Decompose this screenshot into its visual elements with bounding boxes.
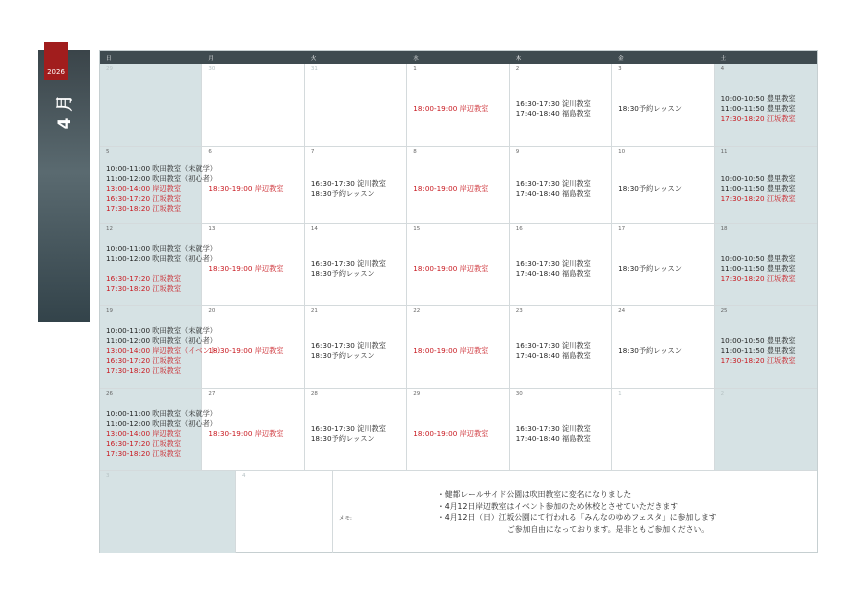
schedule-entry: 16:30-17:30 淀川教室 bbox=[515, 258, 591, 268]
schedule-entry: 11:00-11:50 豊里教室 bbox=[720, 263, 796, 273]
schedule-list bbox=[516, 389, 608, 470]
schedule-entry: 16:30-17:20 江坂教室 bbox=[106, 273, 182, 283]
schedule-entry: 11:00-12:00 吹田教室（初心者） bbox=[106, 174, 217, 183]
weekday-label: 火 bbox=[310, 56, 317, 62]
day-number: 6 bbox=[208, 149, 212, 155]
schedule-entry: 18:00-19:00 岸辺教室 bbox=[413, 104, 489, 113]
schedule-entry: 17:40-18:40 福島教室 bbox=[515, 351, 591, 360]
day-cell bbox=[202, 389, 304, 471]
day-cell bbox=[715, 389, 817, 471]
schedule-list bbox=[208, 224, 300, 305]
schedule-list bbox=[106, 306, 225, 388]
day-number: 15 bbox=[413, 226, 421, 232]
weekday-label: 金 bbox=[618, 56, 624, 62]
schedule-list bbox=[413, 147, 505, 223]
schedule-list bbox=[618, 224, 710, 305]
schedule-entry: 18:30予約レッスン bbox=[618, 184, 682, 193]
day-number: 3 bbox=[106, 473, 110, 479]
schedule-list bbox=[516, 147, 608, 223]
schedule-list bbox=[311, 147, 403, 223]
day-cell bbox=[305, 64, 407, 147]
day-number: 4 bbox=[720, 66, 725, 72]
schedule-entry: 10:00-11:00 吹田教室（未就学） bbox=[106, 326, 217, 335]
schedule-list bbox=[311, 389, 403, 470]
schedule-list bbox=[516, 64, 608, 146]
schedule-entry: 16:30-17:30 淀川教室 bbox=[310, 179, 386, 188]
schedule-entry: 18:30-19:00 岸辺教室 bbox=[208, 184, 284, 193]
schedule-entry: 10:00-11:00 吹田教室（未就学） bbox=[106, 243, 217, 253]
schedule-entry: 10:00-10:50 豊里教室 bbox=[720, 336, 796, 345]
schedule-entry: 17:30-18:20 江坂教室 bbox=[720, 114, 796, 123]
day-cell bbox=[100, 471, 236, 553]
schedule-entry: 17:40-18:40 福島教室 bbox=[515, 268, 591, 278]
schedule-entry: 10:00-11:00 吹田教室（未就学） bbox=[106, 164, 217, 173]
day-cell bbox=[305, 147, 407, 224]
schedule-list bbox=[413, 389, 505, 470]
schedule-entry: 11:00-11:50 豊里教室 bbox=[720, 104, 796, 113]
month-label: 4 月 bbox=[54, 94, 75, 130]
schedule-list bbox=[721, 224, 814, 305]
day-cell bbox=[407, 306, 509, 389]
schedule-list bbox=[618, 306, 710, 388]
schedule-list bbox=[413, 224, 505, 305]
schedule-entry: 11:00-11:50 豊里教室 bbox=[720, 184, 796, 193]
schedule-entry: 11:00-12:00 吹田教室（初心者） bbox=[106, 336, 217, 345]
schedule-entry: 17:30-18:20 江坂教室 bbox=[106, 448, 182, 458]
schedule-entry: 18:00-19:00 岸辺教室 bbox=[413, 428, 489, 438]
day-number: 30 bbox=[515, 391, 523, 397]
day-number: 20 bbox=[208, 308, 216, 314]
day-number: 21 bbox=[310, 308, 318, 314]
day-number: 30 bbox=[208, 66, 216, 72]
calendar-grid bbox=[100, 64, 817, 471]
schedule-entry: 18:30予約レッスン bbox=[310, 433, 375, 443]
day-number: 29 bbox=[413, 391, 421, 397]
day-number: 2 bbox=[720, 391, 725, 397]
day-number: 19 bbox=[106, 308, 113, 314]
schedule-entry: 17:30-18:20 江坂教室 bbox=[106, 283, 182, 293]
schedule-list bbox=[618, 64, 710, 146]
day-number: 22 bbox=[413, 308, 421, 314]
calendar bbox=[99, 50, 818, 553]
day-number: 13 bbox=[208, 226, 216, 232]
day-cell bbox=[510, 306, 612, 389]
schedule-entry: 10:00-10:50 豊里教室 bbox=[720, 94, 796, 103]
memo-label: メモ: bbox=[339, 516, 352, 522]
schedule-list bbox=[721, 147, 814, 223]
day-number: 16 bbox=[515, 226, 523, 232]
schedule-entry: 18:00-19:00 岸辺教室 bbox=[413, 184, 489, 193]
schedule-entry: 16:30-17:20 江坂教室 bbox=[106, 438, 182, 448]
day-cell bbox=[305, 389, 407, 471]
day-cell bbox=[715, 64, 817, 147]
schedule-entry: 18:30予約レッスン bbox=[618, 104, 682, 113]
day-number: 23 bbox=[515, 308, 523, 314]
day-cell bbox=[715, 224, 817, 306]
day-cell bbox=[510, 389, 612, 471]
month-banner bbox=[38, 50, 90, 322]
day-number: 4 bbox=[242, 473, 246, 479]
schedule-entry: 18:00-19:00 岸辺教室 bbox=[413, 263, 489, 273]
schedule-entry: 18:00-19:00 岸辺教室 bbox=[413, 346, 489, 355]
memo-note: ご参加自由になっております。是非ともご参加ください。 bbox=[507, 524, 710, 534]
schedule-list bbox=[208, 389, 300, 470]
schedule-list bbox=[413, 306, 505, 388]
schedule-entry: 11:00-12:00 吹田教室（初心者） bbox=[106, 253, 217, 263]
schedule-list bbox=[208, 147, 300, 223]
day-cell bbox=[305, 306, 407, 389]
day-number: 1 bbox=[618, 391, 622, 397]
day-number: 8 bbox=[413, 149, 417, 155]
year-label: 2026 bbox=[47, 68, 65, 76]
memo-cell bbox=[333, 471, 817, 553]
day-cell bbox=[715, 147, 817, 224]
day-number: 11 bbox=[720, 149, 728, 155]
day-number: 9 bbox=[515, 149, 520, 155]
memo-note: ・4月12日岸辺教室はイベント参加のため休校とさせていただきます bbox=[437, 501, 678, 511]
schedule-entry: 11:00-11:50 豊里教室 bbox=[720, 346, 796, 355]
day-number: 2 bbox=[515, 66, 520, 72]
schedule-list bbox=[516, 224, 608, 305]
day-number: 10 bbox=[618, 149, 626, 155]
day-number: 12 bbox=[106, 226, 113, 232]
weekday-label: 水 bbox=[413, 56, 419, 62]
day-number: 25 bbox=[720, 308, 728, 314]
day-number: 18 bbox=[720, 226, 728, 232]
day-cell bbox=[202, 147, 304, 224]
day-number: 31 bbox=[310, 66, 318, 72]
schedule-list bbox=[516, 306, 608, 388]
schedule-entry: 17:30-18:20 江坂教室 bbox=[720, 194, 796, 203]
schedule-entry: 10:00-11:00 吹田教室（未就学） bbox=[106, 408, 217, 418]
schedule-entry: 17:40-18:40 福島教室 bbox=[515, 109, 591, 118]
day-cell bbox=[407, 389, 509, 471]
schedule-entry: 18:30予約レッスン bbox=[618, 263, 682, 273]
schedule-entry: 18:30予約レッスン bbox=[310, 268, 375, 278]
schedule-list bbox=[721, 306, 814, 388]
day-cell bbox=[100, 306, 225, 389]
day-number: 14 bbox=[310, 226, 318, 232]
schedule-entry: 16:30-17:20 江坂教室 bbox=[106, 356, 182, 365]
day-cell bbox=[612, 224, 714, 306]
day-cell bbox=[100, 147, 217, 224]
schedule-entry: 18:30予約レッスン bbox=[618, 346, 682, 355]
schedule-entry: 16:30-17:20 江坂教室 bbox=[106, 194, 182, 203]
schedule-entry: 17:40-18:40 福島教室 bbox=[515, 433, 591, 443]
schedule-entry: 10:00-10:50 豊里教室 bbox=[720, 253, 796, 263]
day-cell bbox=[407, 64, 509, 147]
day-cell bbox=[407, 224, 509, 306]
day-number: 7 bbox=[310, 149, 315, 155]
year-tab bbox=[44, 42, 68, 80]
weekday-label: 土 bbox=[720, 56, 727, 62]
day-number: 27 bbox=[208, 391, 216, 397]
schedule-list bbox=[311, 224, 403, 305]
day-number: 29 bbox=[106, 66, 113, 72]
schedule-entry: 16:30-17:30 淀川教室 bbox=[310, 258, 386, 268]
day-cell bbox=[510, 224, 612, 306]
day-number: 17 bbox=[618, 226, 626, 232]
weekday-header bbox=[100, 51, 817, 64]
schedule-entry: 17:30-18:20 江坂教室 bbox=[720, 356, 796, 365]
schedule-list bbox=[208, 306, 300, 388]
day-cell bbox=[100, 64, 202, 147]
day-cell bbox=[202, 64, 304, 147]
bottom-row bbox=[100, 471, 817, 553]
schedule-entry: 16:30-17:30 淀川教室 bbox=[515, 99, 591, 108]
schedule-list bbox=[413, 64, 505, 146]
memo-notes bbox=[437, 489, 717, 535]
schedule-entry: 16:30-17:30 淀川教室 bbox=[310, 423, 386, 433]
schedule-entry: 18:30-19:00 岸辺教室 bbox=[208, 263, 284, 273]
schedule-entry: 10:00-10:50 豊里教室 bbox=[720, 174, 796, 183]
schedule-entry: 17:30-18:20 江坂教室 bbox=[720, 273, 796, 283]
memo-note: ・4月12日（日）江坂公園にて行われる「みんなのゆめフェスタ」に参加します bbox=[437, 513, 717, 523]
schedule-list bbox=[311, 306, 403, 388]
schedule-entry: 17:30-18:20 江坂教室 bbox=[106, 204, 182, 213]
schedule-entry: 18:30予約レッスン bbox=[310, 189, 375, 198]
schedule-entry: 11:00-12:00 吹田教室（初心者） bbox=[106, 418, 217, 428]
schedule-list bbox=[721, 64, 814, 146]
schedule-entry: 16:30-17:30 淀川教室 bbox=[310, 341, 386, 350]
schedule-entry: 18:30-19:00 岸辺教室 bbox=[208, 428, 284, 438]
schedule-entry: 18:30-19:00 岸辺教室 bbox=[208, 346, 284, 355]
day-cell bbox=[612, 147, 714, 224]
weekday-label: 月 bbox=[208, 56, 214, 62]
schedule-entry: 16:30-17:30 淀川教室 bbox=[515, 423, 591, 433]
schedule-entry: 17:30-18:20 江坂教室 bbox=[106, 366, 182, 375]
day-cell bbox=[236, 471, 333, 553]
day-number: 28 bbox=[310, 391, 318, 397]
day-cell bbox=[510, 147, 612, 224]
weekday-label: 日 bbox=[106, 56, 112, 62]
day-cell bbox=[612, 389, 714, 471]
day-cell bbox=[202, 306, 304, 389]
schedule-entry: 16:30-17:30 淀川教室 bbox=[515, 179, 591, 188]
schedule-entry: 13:00-14:00 岸辺教室 bbox=[106, 184, 182, 193]
day-number: 24 bbox=[618, 308, 626, 314]
schedule-entry: 16:30-17:30 淀川教室 bbox=[515, 341, 591, 350]
schedule-gap bbox=[106, 264, 198, 274]
day-cell bbox=[305, 224, 407, 306]
schedule-entry: 13:00-14:00 岸辺教室（イベント） bbox=[106, 346, 225, 355]
schedule-entry: 17:40-18:40 福島教室 bbox=[515, 189, 591, 198]
day-cell bbox=[407, 147, 509, 224]
schedule-entry: 13:00-14:00 岸辺教室 bbox=[106, 428, 182, 438]
day-number: 1 bbox=[413, 66, 417, 72]
day-cell bbox=[612, 64, 714, 147]
day-cell bbox=[612, 306, 714, 389]
memo-note: ・健都レールサイド公園は吹田教室に変名になりました bbox=[437, 490, 632, 499]
day-number: 3 bbox=[618, 66, 622, 72]
day-number: 26 bbox=[106, 391, 113, 397]
day-number: 5 bbox=[106, 149, 110, 155]
schedule-list bbox=[106, 147, 217, 223]
day-cell bbox=[715, 306, 817, 389]
schedule-entry: 18:30予約レッスン bbox=[310, 351, 375, 360]
weekday-label: 木 bbox=[515, 56, 522, 62]
day-cell bbox=[510, 64, 612, 147]
day-cell bbox=[202, 224, 304, 306]
schedule-list bbox=[618, 147, 710, 223]
